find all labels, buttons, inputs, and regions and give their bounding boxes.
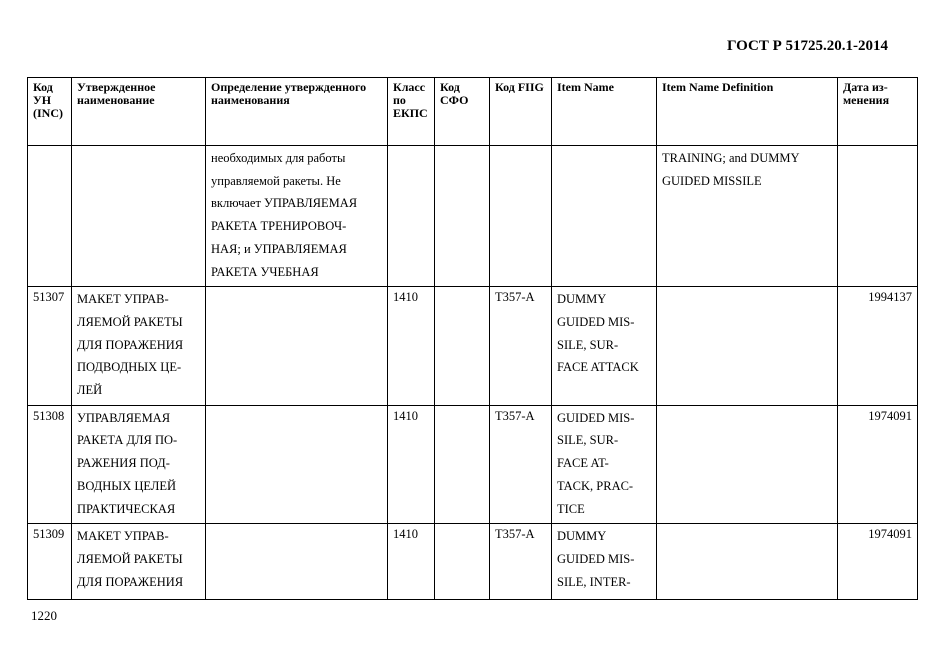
table-row <box>28 405 918 524</box>
cell-name <box>72 146 206 287</box>
cell-name: МАКЕТ УПРАВ- ЛЯЕМОЙ РАКЕТЫ ДЛЯ ПОРАЖЕНИЯ ПОДВОДНЫХ ЦЕ- ЛЕЙ <box>72 287 206 406</box>
cell-inc: 51307 <box>28 287 72 406</box>
cell-sfo <box>435 146 490 287</box>
cell-class: 1410 <box>388 524 435 600</box>
cell-fiig: T357-A <box>490 405 552 524</box>
cell-fiig: T357-A <box>490 287 552 406</box>
cell-definition: необходимых для работы управляемой ракеты. Не включает УПРАВЛЯЕМАЯ РАКЕТА ТРЕНИРОВОЧ- НАЯ; и УПРАВЛЯЕМАЯ РАКЕТА УЧЕБНАЯ <box>206 146 388 287</box>
column-header: Item Name <box>552 78 657 146</box>
cell-item-def: TRAINING; and DUMMY GUIDED MISSILE <box>657 146 838 287</box>
column-header: Item Name Definition <box>657 78 838 146</box>
cell-sfo <box>435 287 490 406</box>
table-row <box>28 524 918 600</box>
cell-item-name: GUIDED MIS- SILE, SUR- FACE AT- TACK, PRAC- TICE <box>552 405 657 524</box>
cell-date: 1994137 <box>838 287 918 406</box>
cell-class <box>388 146 435 287</box>
cell-date <box>838 146 918 287</box>
column-header: Утвержденное наименование <box>72 78 206 146</box>
cell-class: 1410 <box>388 287 435 406</box>
column-header: Определение утвержденного наименования <box>206 78 388 146</box>
cell-name: УПРАВЛЯЕМАЯ РАКЕТА ДЛЯ ПО- РАЖЕНИЯ ПОД- ВОДНЫХ ЦЕЛЕЙ ПРАКТИЧЕСКАЯ <box>72 405 206 524</box>
cell-sfo <box>435 405 490 524</box>
column-header: Код FIIG <box>490 78 552 146</box>
cell-item-name <box>552 146 657 287</box>
cell-class: 1410 <box>388 405 435 524</box>
cell-fiig <box>490 146 552 287</box>
column-header: Код УН (INC) <box>28 78 72 146</box>
cell-date: 1974091 <box>838 405 918 524</box>
column-header: Код СФО <box>435 78 490 146</box>
cell-inc: 51309 <box>28 524 72 600</box>
cell-fiig: T357-A <box>490 524 552 600</box>
cell-date: 1974091 <box>838 524 918 600</box>
cell-inc: 51308 <box>28 405 72 524</box>
cell-item-def <box>657 287 838 406</box>
cell-item-name: DUMMY GUIDED MIS- SILE, INTER- <box>552 524 657 600</box>
table-row <box>28 287 918 406</box>
cell-item-name: DUMMY GUIDED MIS- SILE, SUR- FACE ATTACK <box>552 287 657 406</box>
cell-sfo <box>435 524 490 600</box>
cell-definition <box>206 524 388 600</box>
catalog-table <box>27 77 918 600</box>
column-header: Дата из-менения <box>838 78 918 146</box>
standard-header: ГОСТ Р 51725.20.1-2014 <box>726 38 888 54</box>
cell-item-def <box>657 524 838 600</box>
table-row <box>28 146 918 287</box>
cell-name: МАКЕТ УПРАВ- ЛЯЕМОЙ РАКЕТЫ ДЛЯ ПОРАЖЕНИЯ <box>72 524 206 600</box>
cell-definition <box>206 287 388 406</box>
page-number: 1220 <box>31 608 57 623</box>
cell-inc <box>28 146 72 287</box>
cell-definition <box>206 405 388 524</box>
column-header: Класс по ЕКПС <box>388 78 435 146</box>
cell-item-def <box>657 405 838 524</box>
